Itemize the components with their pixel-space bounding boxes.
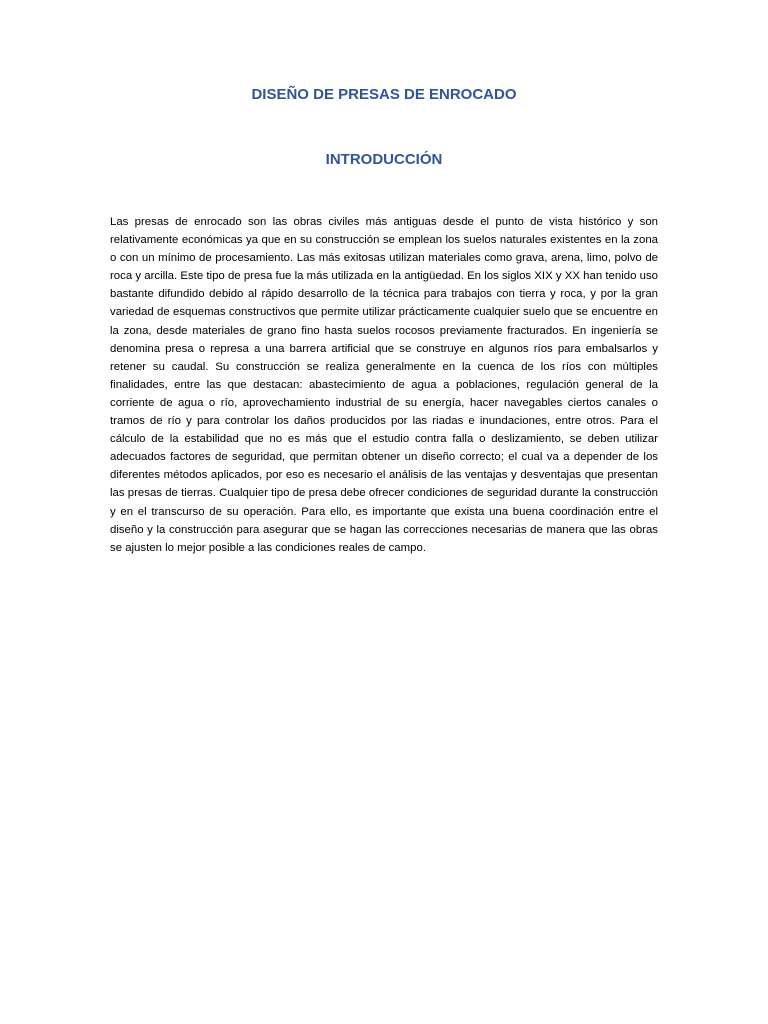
section-heading-introduccion: INTRODUCCIÓN [325, 151, 443, 168]
introduction-paragraph: Las presas de enrocado son las obras civiles más antiguas desde el punto de vista histórico y son relativamente económicas ya que en su construcción se emplean los suelos naturales existentes en la zona o con un mínimo de procesamiento. Las más exitosas utilizan materiales como grava, arena, limo, polvo de roca y arcilla. Este tipo de presa fue la más utilizada en la antigüedad. En los siglos XIX y XX han tenido uso bastante difundido debido al rápido desarrollo de la técnica para trabajos con tierra y roca, y por la gran variedad de esquemas constructivos que permite utilizar prácticamente cualquier suelo que se encuentre en la zona, desde materiales de grano fino hasta suelos rocosos previamente fracturados. En ingeniería se denomina presa o represa a una barrera artificial que se construye en algunos ríos para embalsarlos y retener su caudal. Su construcción se realiza generalmente en la cuenca de los ríos con múltiples finalidades, entre las que destacan: abastecimiento de agua a poblaciones, regulación general de la corriente de agua o río, aprovechamiento industrial de su energía, hacer navegables ciertos canales o tramos de río y para controlar los daños producidos por las riadas e inundaciones, entre otros. Para el cálculo de la estabilidad que no es más que el estudio contra falla o deslizamiento, se deben utilizar adecuados factores de seguridad, que permitan obtener un diseño correcto; el cual va a depender de los diferentes métodos aplicados, por eso es necesario el análisis de las ventajas y desventajas que presentan las presas de tierras. Cualquier tipo de presa debe ofrecer condiciones de seguridad durante la construcción y en el transcurso de su operación. Para ello, es importante que exista una buena coordinación entre el diseño y la construcción para asegurar que se hagan las correcciones necesarias de manera que las obras se ajusten lo mejor posible a las condiciones reales de campo. [110, 216, 658, 554]
document-title: DISEÑO DE PRESAS DE ENROCADO [251, 86, 517, 103]
